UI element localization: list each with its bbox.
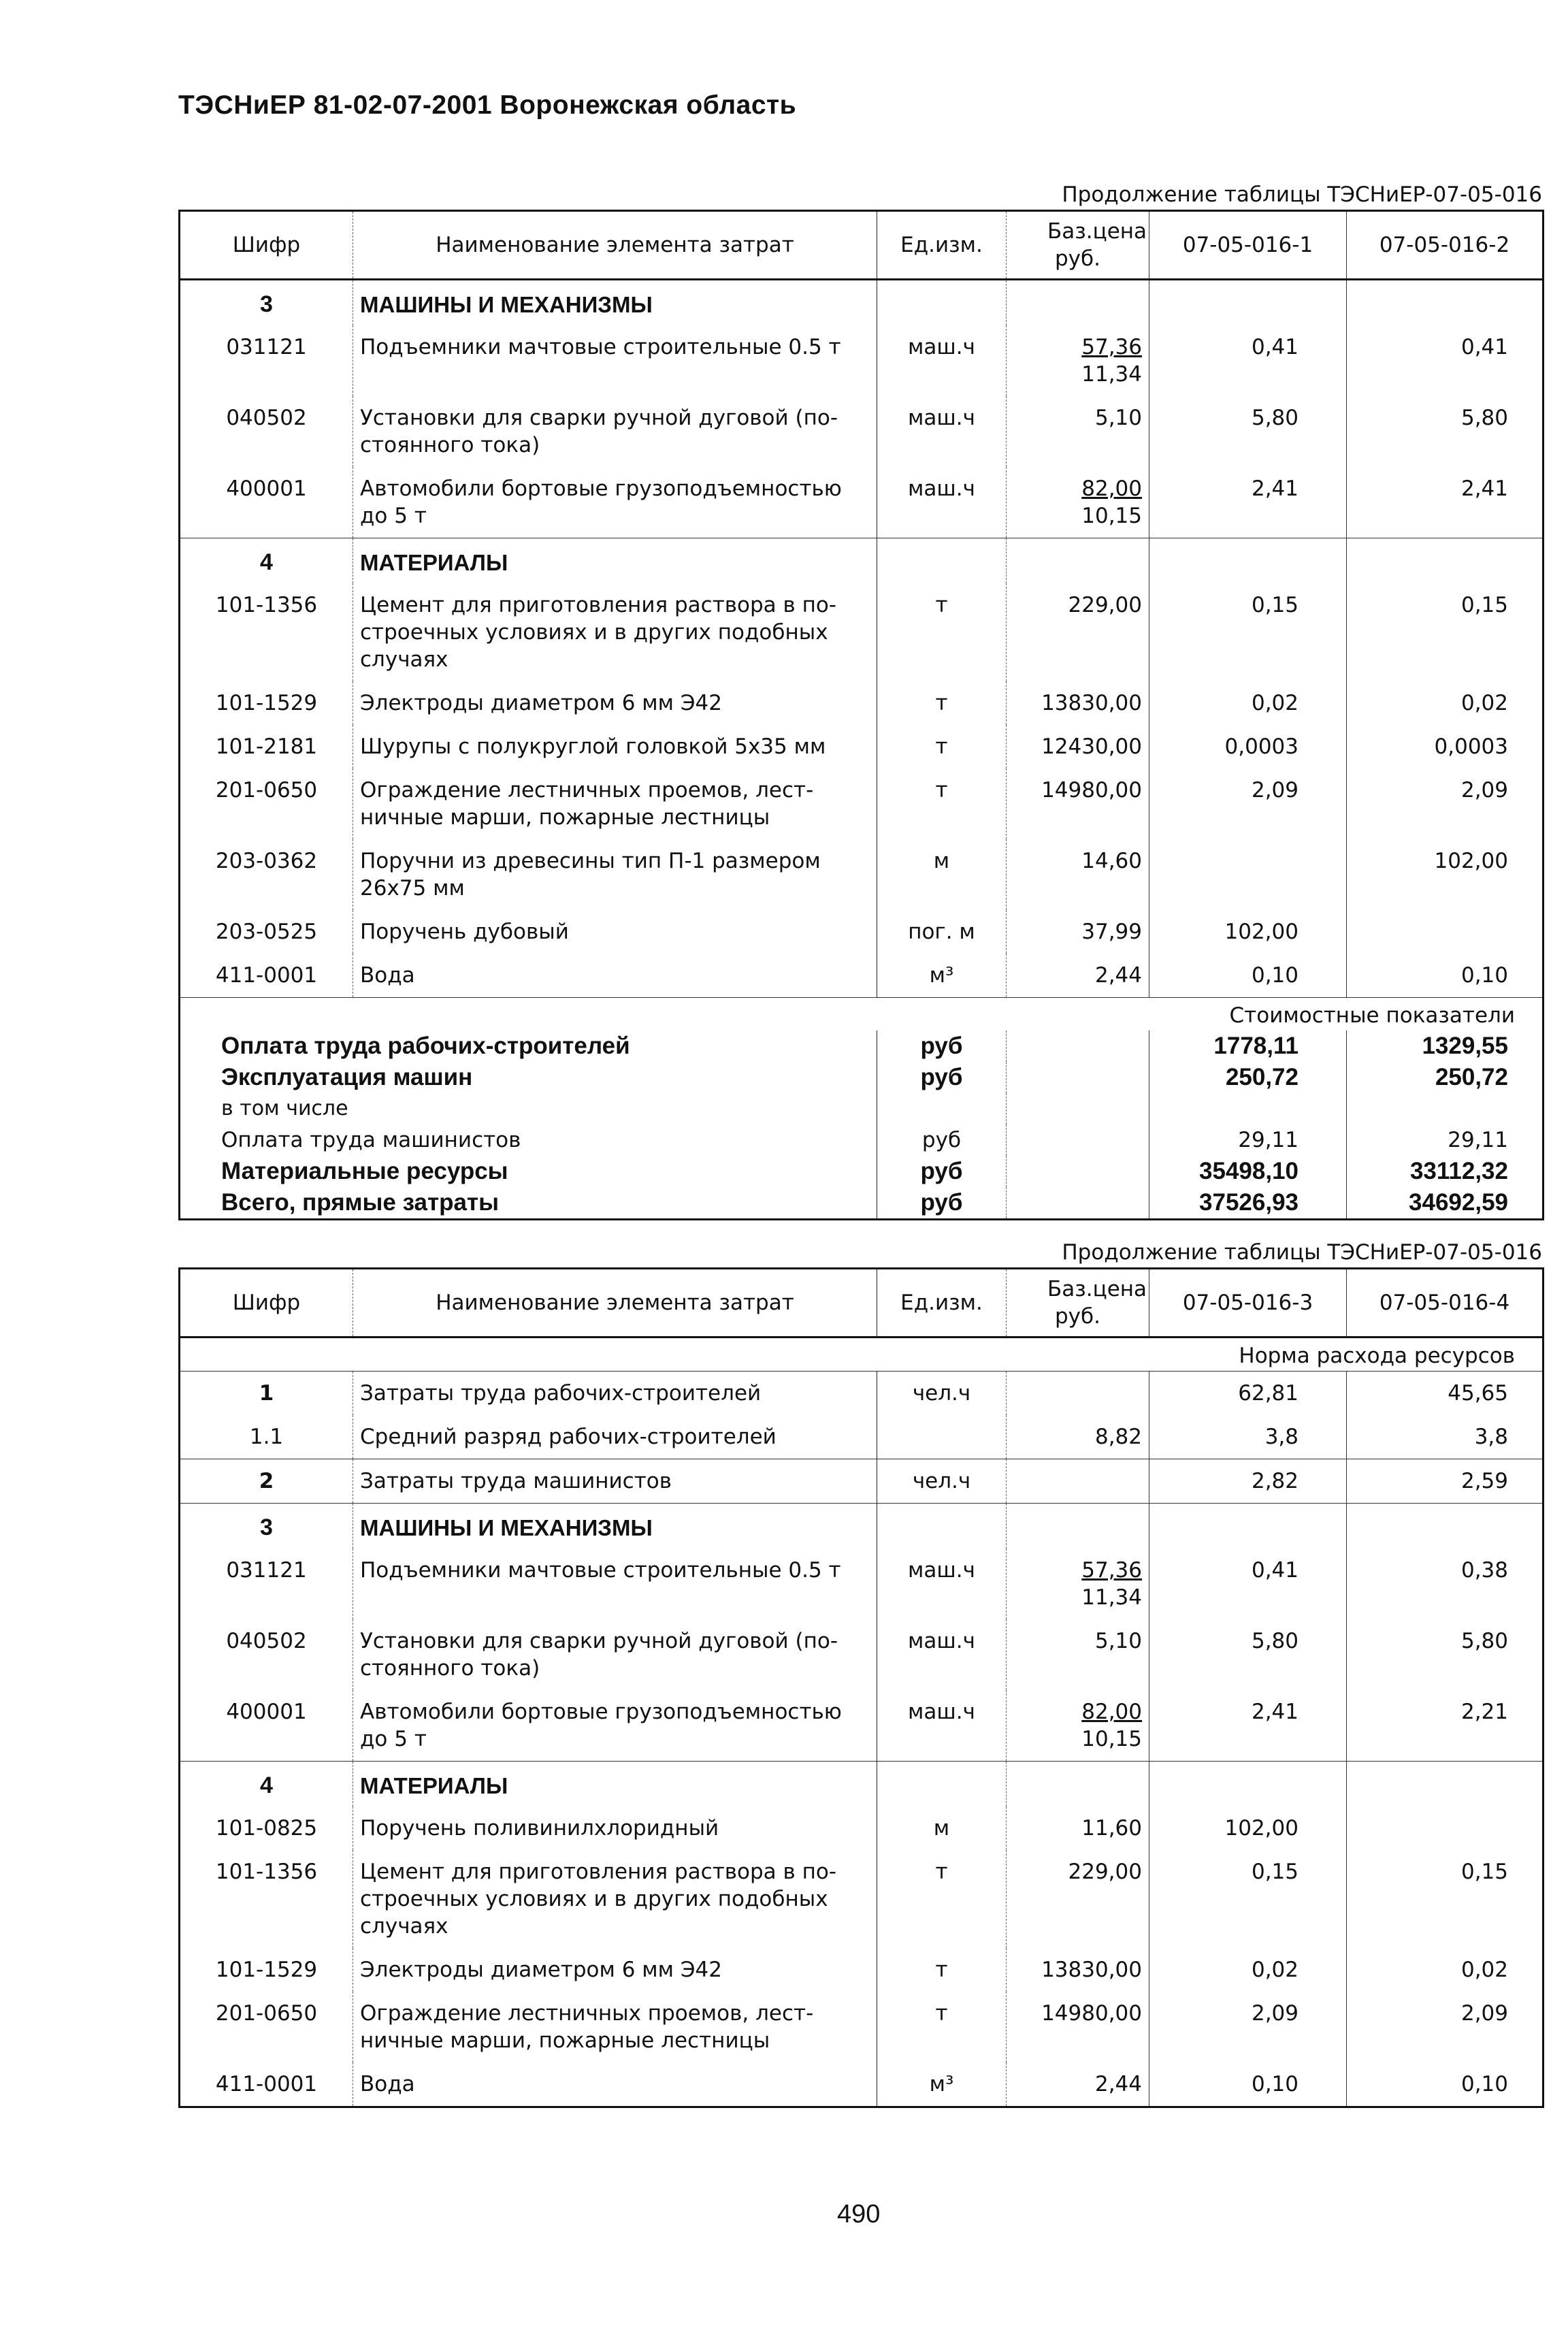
value-cell: 102,00 xyxy=(1434,849,1508,873)
empty-cell xyxy=(1007,1156,1149,1187)
resource-name: Подъемники мачтовые строительные 0.5 т xyxy=(353,1549,877,1619)
table-row xyxy=(180,1619,1544,1690)
price-cell: 5,10 xyxy=(1007,1619,1149,1690)
value-cell: 2,09 xyxy=(1460,2001,1508,2026)
col-header-variant-1: 07-05-016-1 xyxy=(1149,211,1347,280)
table-1-caption: Продолжение таблицы ТЭСНиЕР-07-05-016 xyxy=(1062,182,1542,207)
value-cell: 45,65 xyxy=(1347,1372,1544,1416)
price-main: 82,00 xyxy=(1081,1700,1142,1724)
value-cell: 0,02 xyxy=(1149,1948,1347,1992)
resource-unit: т xyxy=(877,681,1007,725)
value-cell: 5,80 xyxy=(1460,1629,1508,1653)
table-2-caption: Продолжение таблицы ТЭСНиЕР-07-05-016 xyxy=(1062,1240,1542,1265)
resource-code: 1 xyxy=(180,1372,353,1416)
empty-cell xyxy=(1007,1062,1149,1093)
value-cell: 5,80 xyxy=(1149,1619,1347,1690)
col-header-code: Шифр xyxy=(180,211,353,280)
cost-label: Всего, прямые затраты xyxy=(180,1187,877,1220)
value-cell: 2,59 xyxy=(1347,1459,1544,1504)
section-code: 3 xyxy=(180,1504,353,1549)
table-row xyxy=(180,839,1544,910)
value-cell: 0,15 xyxy=(1149,583,1347,681)
empty-cell xyxy=(1007,1762,1149,1807)
table-row xyxy=(180,2062,1544,2107)
cost-value: 250,72 xyxy=(1435,1064,1508,1090)
price-cell: 2,44 xyxy=(1007,954,1149,998)
table-row xyxy=(180,467,1544,538)
resource-name: Поручни из древесины тип П-1 размером 26х75 мм xyxy=(353,839,877,910)
price-cell: 14,60 xyxy=(1007,839,1149,910)
value-cell: 102,00 xyxy=(1149,1806,1347,1850)
cost-row xyxy=(180,1187,1544,1220)
empty-cell xyxy=(1149,1504,1347,1549)
resource-unit: м xyxy=(877,1806,1007,1850)
resource-name: Электроды диаметром 6 мм Э42 xyxy=(353,1948,877,1992)
resource-code: 101-1529 xyxy=(180,681,353,725)
value-cell: 0,41 xyxy=(1149,1549,1347,1619)
table-1-block xyxy=(178,180,1542,1220)
price-cell: 229,00 xyxy=(1007,583,1149,681)
table-row xyxy=(180,325,1544,396)
table-1 xyxy=(178,210,1544,1220)
price-main: 57,36 xyxy=(1081,1558,1142,1583)
table-row xyxy=(180,954,1544,998)
cost-label: Эксплуатация машин xyxy=(180,1062,877,1093)
table-2-header-row xyxy=(180,1269,1544,1338)
value-cell: 2,09 xyxy=(1149,768,1347,839)
cost-row xyxy=(180,1031,1544,1062)
table-2-block xyxy=(178,1237,1542,2108)
col-header-unit: Ед.изм. xyxy=(877,211,1007,280)
resource-name: Цемент для приготовления раствора в по-строечных условиях и в других подобных случаях xyxy=(353,583,877,681)
value-cell: 2,21 xyxy=(1460,1700,1508,1724)
norm-caption: Норма расхода ресурсов xyxy=(1239,1344,1515,1368)
value-cell xyxy=(1347,910,1544,954)
cost-unit: руб xyxy=(877,1031,1007,1062)
section-code: 4 xyxy=(180,1762,353,1807)
value-cell: 0,0003 xyxy=(1149,725,1347,768)
cost-value xyxy=(1149,1093,1347,1124)
col-header-variant-2: 07-05-016-2 xyxy=(1347,211,1544,280)
resource-code: 101-1529 xyxy=(180,1948,353,1992)
price-cell: 14980,00 xyxy=(1007,768,1149,839)
costs-caption-row xyxy=(180,998,1544,1031)
resource-name: Шурупы с полукруглой головкой 5х35 мм xyxy=(353,725,877,768)
value-cell: 0,0003 xyxy=(1434,734,1508,759)
resource-unit: м³ xyxy=(877,2062,1007,2107)
resource-name: Поручень дубовый xyxy=(353,910,877,954)
cost-value: 250,72 xyxy=(1149,1062,1347,1093)
value-cell: 2,41 xyxy=(1149,1690,1347,1762)
resource-code: 411-0001 xyxy=(180,954,353,998)
cost-value: 29,11 xyxy=(1149,1124,1347,1156)
value-cell: 0,15 xyxy=(1460,593,1508,617)
cost-value: 34692,59 xyxy=(1409,1189,1508,1216)
table-row xyxy=(180,910,1544,954)
price-wage: 11,34 xyxy=(1081,362,1142,387)
price-cell: 12430,00 xyxy=(1007,725,1149,768)
cost-value xyxy=(1347,1093,1544,1124)
table-row xyxy=(180,1850,1544,1948)
resource-code: 031121 xyxy=(180,1549,353,1619)
resource-code: 1.1 xyxy=(180,1415,353,1459)
col-header-unit: Ед.изм. xyxy=(877,1269,1007,1338)
resource-code: 203-0525 xyxy=(180,910,353,954)
price-cell: 13830,00 xyxy=(1007,681,1149,725)
price-cell: 2,44 xyxy=(1007,2062,1149,2107)
table-row xyxy=(180,1992,1544,2062)
value-cell: 2,41 xyxy=(1460,476,1508,501)
resource-unit xyxy=(877,1415,1007,1459)
cost-value: 29,11 xyxy=(1448,1128,1508,1152)
value-cell: 3,8 xyxy=(1474,1425,1508,1449)
empty-cell xyxy=(1347,1504,1544,1549)
cost-unit: руб xyxy=(877,1062,1007,1093)
value-cell: 62,81 xyxy=(1149,1372,1347,1416)
resource-name: Установки для сварки ручной дуговой (по-стоянного тока) xyxy=(353,396,877,467)
value-cell: 2,09 xyxy=(1149,1992,1347,2062)
cost-unit: руб xyxy=(877,1187,1007,1220)
resource-unit: т xyxy=(877,768,1007,839)
resource-code: 2 xyxy=(180,1459,353,1504)
cost-label: Оплата труда рабочих-строителей xyxy=(180,1031,877,1062)
resource-code: 040502 xyxy=(180,1619,353,1690)
resource-name: Электроды диаметром 6 мм Э42 xyxy=(353,681,877,725)
document-title: ТЭСНиЕР 81-02-07-2001 Воронежская область xyxy=(178,91,797,120)
cost-label: Материальные ресурсы xyxy=(180,1156,877,1187)
cost-unit: руб xyxy=(877,1124,1007,1156)
price-cell: 5,10 xyxy=(1007,396,1149,467)
price-main: 82,00 xyxy=(1081,476,1142,501)
resource-name: Затраты труда машинистов xyxy=(353,1459,877,1504)
resource-name: Ограждение лестничных проемов, лест-ничные марши, пожарные лестницы xyxy=(353,1992,877,2062)
value-cell: 0,02 xyxy=(1460,1958,1508,1982)
empty-cell xyxy=(1149,280,1347,326)
page-number: 490 xyxy=(837,2200,881,2228)
table-1-body xyxy=(180,280,1544,1220)
value-cell: 0,10 xyxy=(1149,954,1347,998)
value-cell xyxy=(1149,839,1347,910)
col-header-code: Шифр xyxy=(180,1269,353,1338)
table-1-header-row xyxy=(180,211,1544,280)
cost-label: в том числе xyxy=(180,1093,877,1124)
cost-row xyxy=(180,1124,1544,1156)
resource-name: Поручень поливинилхлоридный xyxy=(353,1806,877,1850)
price-cell xyxy=(1007,1690,1149,1762)
empty-cell xyxy=(1007,1093,1149,1124)
price-cell xyxy=(1007,325,1149,396)
resource-name: Затраты труда рабочих-строителей xyxy=(353,1372,877,1416)
table-row xyxy=(180,583,1544,681)
resource-code: 101-1356 xyxy=(180,1850,353,1948)
section-title: МАШИНЫ И МЕХАНИЗМЫ xyxy=(353,280,877,326)
section-row xyxy=(180,538,1544,584)
cost-value: 1778,11 xyxy=(1149,1031,1347,1062)
empty-cell xyxy=(1347,538,1544,584)
empty-cell xyxy=(1007,1504,1149,1549)
price-wage: 10,15 xyxy=(1081,504,1142,528)
cost-value: 37526,93 xyxy=(1149,1187,1347,1220)
value-cell: 0,15 xyxy=(1460,1860,1508,1884)
section-row xyxy=(180,1762,1544,1807)
resource-name: Средний разряд рабочих-строителей xyxy=(353,1415,877,1459)
table-row xyxy=(180,1948,1544,1992)
table-row xyxy=(180,1690,1544,1762)
section-code: 3 xyxy=(180,280,353,326)
value-cell: 0,38 xyxy=(1460,1558,1508,1583)
cost-value: 33112,32 xyxy=(1409,1158,1508,1184)
resource-unit: т xyxy=(877,1992,1007,2062)
resource-unit: м³ xyxy=(877,954,1007,998)
resource-code: 101-2181 xyxy=(180,725,353,768)
resource-code: 411-0001 xyxy=(180,2062,353,2107)
resource-unit: маш.ч xyxy=(877,1619,1007,1690)
empty-cell xyxy=(1149,538,1347,584)
resource-code: 201-0650 xyxy=(180,768,353,839)
resource-code: 400001 xyxy=(180,467,353,538)
cost-row xyxy=(180,1156,1544,1187)
cost-unit: руб xyxy=(877,1156,1007,1187)
price-cell: 229,00 xyxy=(1007,1850,1149,1948)
value-cell: 2,82 xyxy=(1149,1459,1347,1504)
resource-unit: маш.ч xyxy=(877,1549,1007,1619)
resource-unit: т xyxy=(877,1948,1007,1992)
empty-cell xyxy=(1007,538,1149,584)
resource-unit: т xyxy=(877,583,1007,681)
empty-cell xyxy=(1149,1762,1347,1807)
price-cell: 13830,00 xyxy=(1007,1948,1149,1992)
resource-name: Автомобили бортовые грузоподъемностью до 5 т xyxy=(353,467,877,538)
col-header-price: Баз.цена руб. xyxy=(1007,1269,1149,1338)
table-row xyxy=(180,1549,1544,1619)
value-cell: 0,15 xyxy=(1149,1850,1347,1948)
value-cell: 0,41 xyxy=(1149,325,1347,396)
empty-cell xyxy=(877,1504,1007,1549)
section-title: МАТЕРИАЛЫ xyxy=(353,1762,877,1807)
resource-name: Цемент для приготовления раствора в по-строечных условиях и в других подобных случаях xyxy=(353,1850,877,1948)
resource-code: 101-0825 xyxy=(180,1806,353,1850)
resource-unit: чел.ч xyxy=(877,1372,1007,1416)
table-row xyxy=(180,681,1544,725)
resource-unit: чел.ч xyxy=(877,1459,1007,1504)
price-cell: 8,82 xyxy=(1007,1415,1149,1459)
col-header-name: Наименование элемента затрат xyxy=(353,1269,877,1338)
resource-code: 040502 xyxy=(180,396,353,467)
value-cell: 5,80 xyxy=(1149,396,1347,467)
table-row xyxy=(180,768,1544,839)
labor-row xyxy=(180,1415,1544,1459)
resource-code: 031121 xyxy=(180,325,353,396)
empty-cell xyxy=(877,1762,1007,1807)
empty-cell xyxy=(1007,280,1149,326)
resource-name: Вода xyxy=(353,954,877,998)
cost-label: Оплата труда машинистов xyxy=(180,1124,877,1156)
value-cell: 0,02 xyxy=(1460,691,1508,715)
resource-unit: пог. м xyxy=(877,910,1007,954)
section-row xyxy=(180,1504,1544,1549)
col-header-variant-4: 07-05-016-4 xyxy=(1347,1269,1544,1338)
empty-cell xyxy=(877,538,1007,584)
price-cell: 14980,00 xyxy=(1007,1992,1149,2062)
section-title: МАТЕРИАЛЫ xyxy=(353,538,877,584)
resource-name: Вода xyxy=(353,2062,877,2107)
empty-cell xyxy=(1007,1124,1149,1156)
value-cell: 0,41 xyxy=(1460,335,1508,359)
cost-value: 35498,10 xyxy=(1149,1156,1347,1187)
price-cell xyxy=(1007,1372,1149,1416)
col-header-variant-3: 07-05-016-3 xyxy=(1149,1269,1347,1338)
value-cell: 3,8 xyxy=(1149,1415,1347,1459)
value-cell: 0,02 xyxy=(1149,681,1347,725)
table-2 xyxy=(178,1267,1544,2108)
cost-value: 1329,55 xyxy=(1422,1033,1508,1059)
resource-code: 203-0362 xyxy=(180,839,353,910)
value-cell: 5,80 xyxy=(1460,406,1508,430)
resource-name: Установки для сварки ручной дуговой (по-стоянного тока) xyxy=(353,1619,877,1690)
resource-unit: маш.ч xyxy=(877,325,1007,396)
resource-unit: маш.ч xyxy=(877,467,1007,538)
section-code: 4 xyxy=(180,538,353,584)
empty-cell xyxy=(877,280,1007,326)
price-cell xyxy=(1007,1459,1149,1504)
price-cell xyxy=(1007,467,1149,538)
section-title: МАШИНЫ И МЕХАНИЗМЫ xyxy=(353,1504,877,1549)
price-wage: 11,34 xyxy=(1081,1585,1142,1610)
value-cell xyxy=(1347,1806,1544,1850)
empty-cell xyxy=(1007,1031,1149,1062)
empty-cell xyxy=(1007,1187,1149,1220)
value-cell: 0,10 xyxy=(1460,2072,1508,2096)
price-cell: 11,60 xyxy=(1007,1806,1149,1850)
resource-name: Подъемники мачтовые строительные 0.5 т xyxy=(353,325,877,396)
machinists-row xyxy=(180,1459,1544,1504)
cost-row xyxy=(180,1062,1544,1093)
resource-code: 400001 xyxy=(180,1690,353,1762)
resource-code: 201-0650 xyxy=(180,1992,353,2062)
table-2-body xyxy=(180,1338,1544,2107)
col-header-name: Наименование элемента затрат xyxy=(353,211,877,280)
table-row xyxy=(180,396,1544,467)
value-cell: 102,00 xyxy=(1149,910,1347,954)
norm-caption-row xyxy=(180,1338,1544,1372)
resource-unit: м xyxy=(877,839,1007,910)
empty-cell xyxy=(1347,1762,1544,1807)
price-cell: 37,99 xyxy=(1007,910,1149,954)
price-cell xyxy=(1007,1549,1149,1619)
table-row xyxy=(180,725,1544,768)
price-main: 57,36 xyxy=(1081,335,1142,359)
resource-unit: маш.ч xyxy=(877,396,1007,467)
value-cell: 0,10 xyxy=(1149,2062,1347,2107)
resource-unit: т xyxy=(877,1850,1007,1948)
cost-row xyxy=(180,1093,1544,1124)
labor-row xyxy=(180,1372,1544,1416)
value-cell: 0,10 xyxy=(1460,963,1508,988)
empty-cell xyxy=(1347,280,1544,326)
cost-unit xyxy=(877,1093,1007,1124)
value-cell: 2,41 xyxy=(1149,467,1347,538)
col-header-price: Баз.цена руб. xyxy=(1007,211,1149,280)
resource-unit: маш.ч xyxy=(877,1690,1007,1762)
costs-caption: Стоимостные показатели xyxy=(180,998,1544,1031)
resource-name: Автомобили бортовые грузоподъемностью до 5 т xyxy=(353,1690,877,1762)
resource-unit: т xyxy=(877,725,1007,768)
price-wage: 10,15 xyxy=(1081,1727,1142,1751)
section-row xyxy=(180,280,1544,326)
resource-name: Ограждение лестничных проемов, лест-ничные марши, пожарные лестницы xyxy=(353,768,877,839)
value-cell: 2,09 xyxy=(1460,778,1508,803)
resource-code: 101-1356 xyxy=(180,583,353,681)
table-row xyxy=(180,1806,1544,1850)
